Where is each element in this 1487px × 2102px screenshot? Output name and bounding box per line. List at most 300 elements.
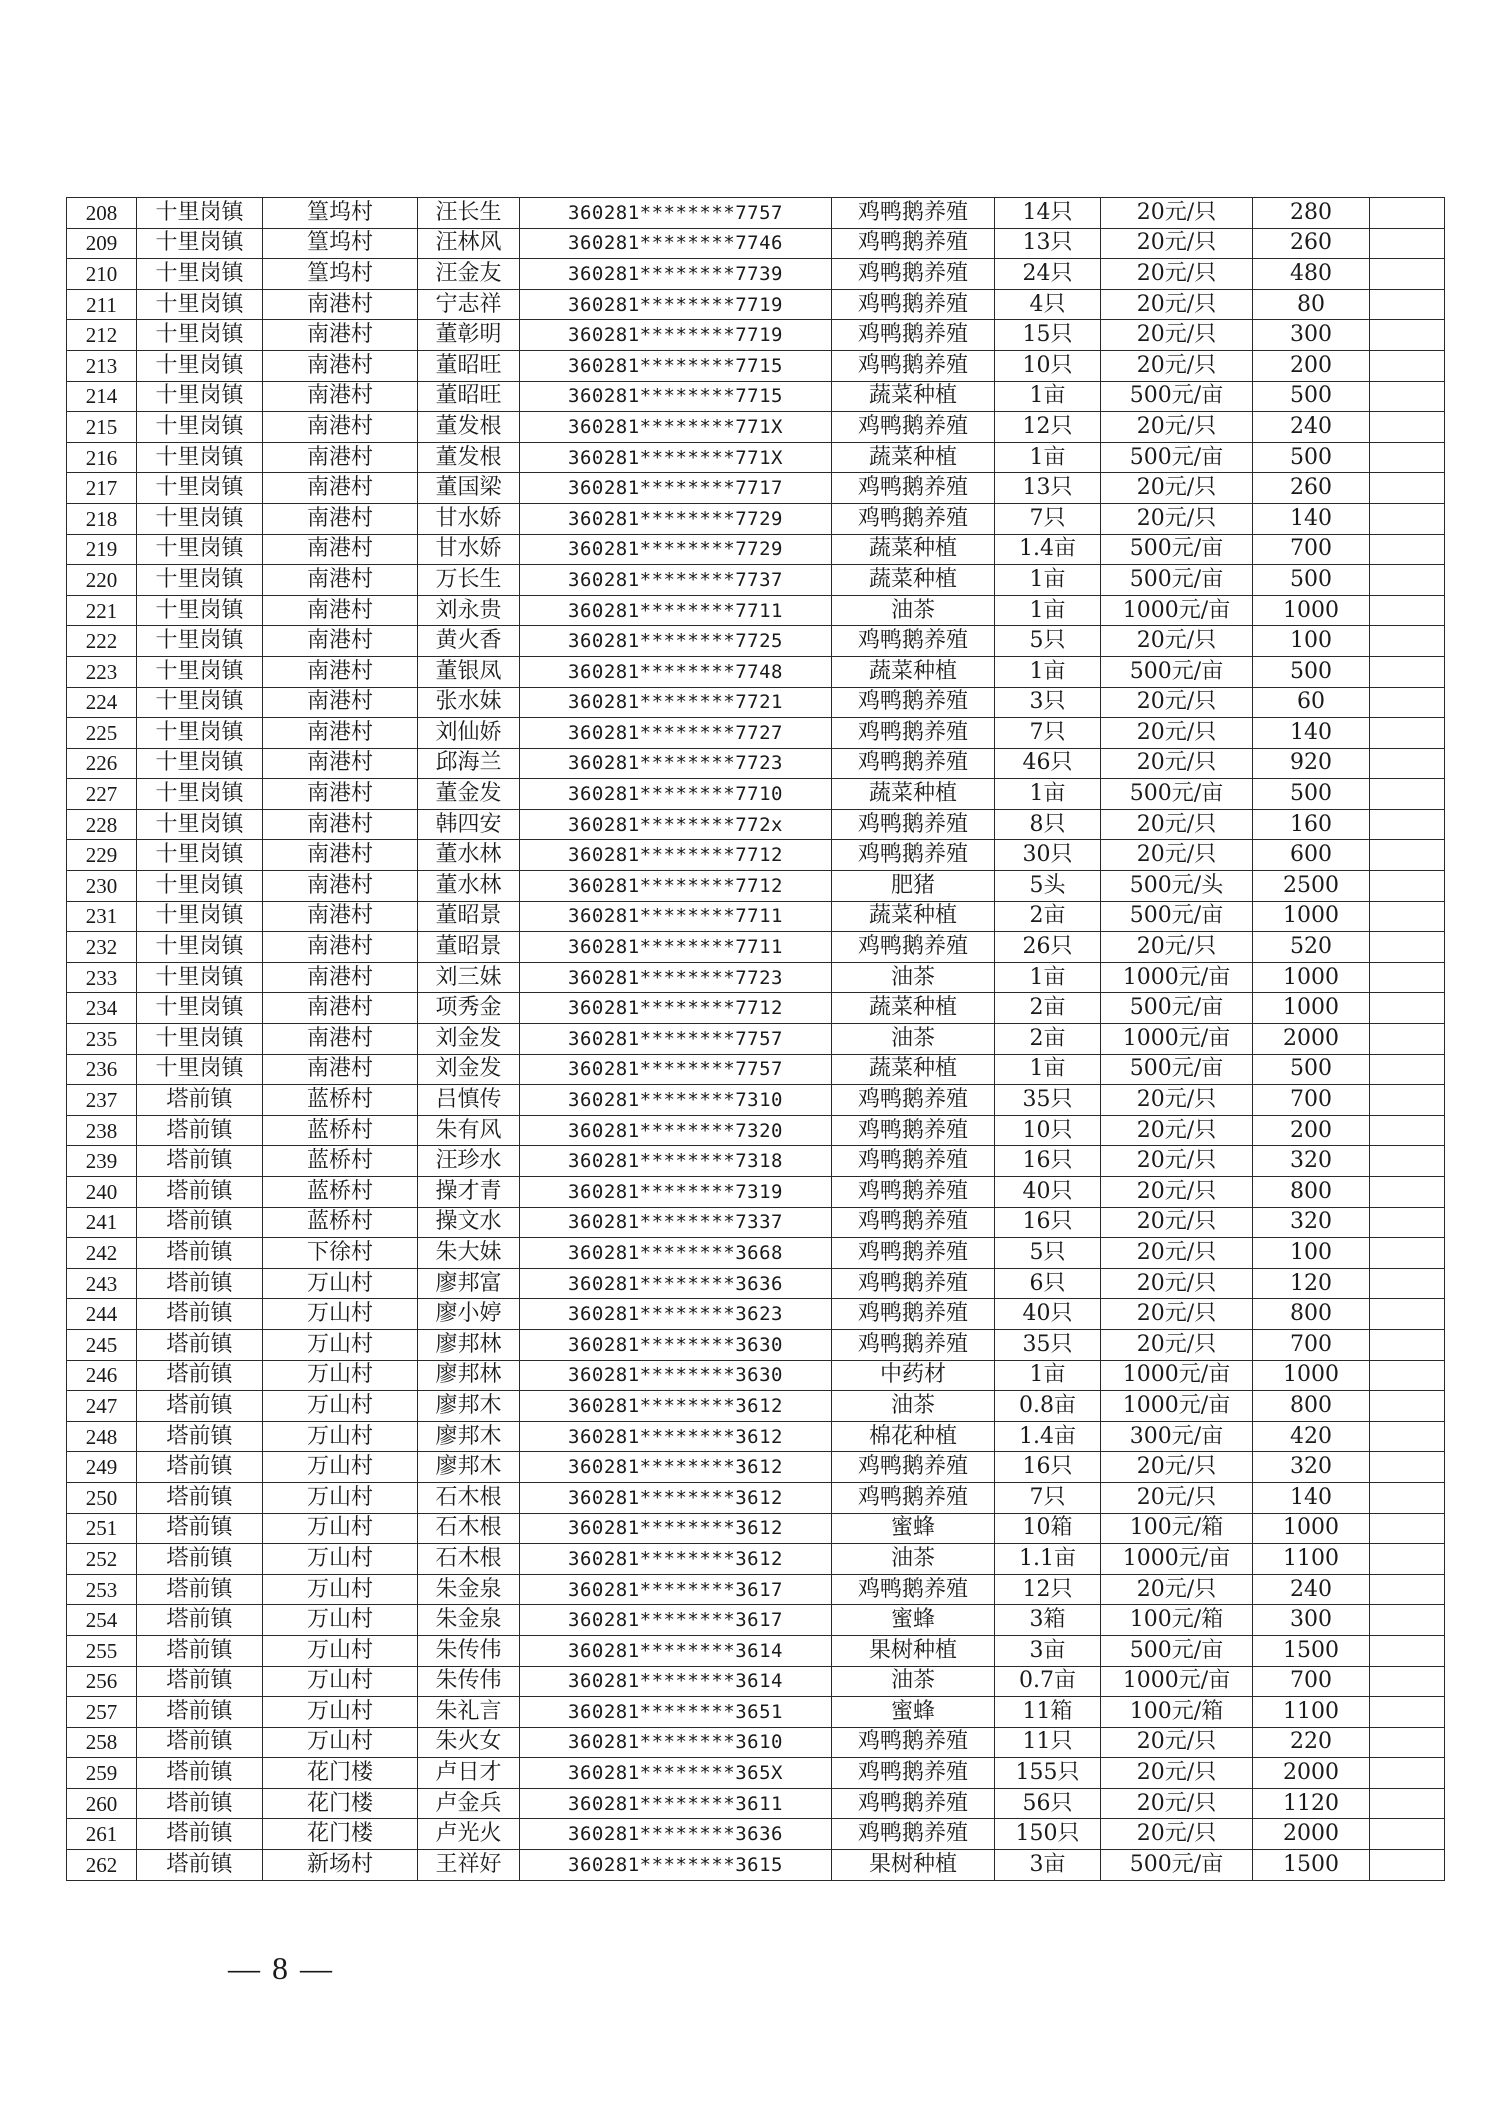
row-number-cell: 253 [67,1574,137,1605]
amount-cell: 320 [1253,1207,1370,1238]
unit-price-cell: 300元/亩 [1101,1421,1253,1452]
row-number-cell: 222 [67,626,137,657]
id-number-cell: 360281********3612 [520,1544,832,1575]
row-number-cell: 242 [67,1238,137,1269]
project-cell: 蔬菜种植 [832,381,995,412]
quantity-cell: 46只 [995,748,1101,779]
name-cell: 操才青 [418,1177,520,1208]
amount-cell: 700 [1253,1329,1370,1360]
row-number-cell: 219 [67,534,137,565]
row-number-cell: 258 [67,1727,137,1758]
quantity-cell: 56只 [995,1788,1101,1819]
id-number-cell: 360281********7711 [520,932,832,963]
id-number-cell: 360281********7715 [520,381,832,412]
project-cell: 油茶 [832,1544,995,1575]
name-cell: 董金发 [418,779,520,810]
table-row [67,1574,1445,1605]
amount-cell: 1000 [1253,962,1370,993]
village-cell: 万山村 [263,1482,418,1513]
project-cell: 蔬菜种植 [832,1054,995,1085]
empty-cell [1370,1452,1445,1483]
village-cell: 万山村 [263,1421,418,1452]
table-row [67,1819,1445,1850]
id-number-cell: 360281********7712 [520,993,832,1024]
unit-price-cell: 500元/亩 [1101,1635,1253,1666]
id-number-cell: 360281********7737 [520,565,832,596]
unit-price-cell: 100元/箱 [1101,1513,1253,1544]
row-number-cell: 240 [67,1177,137,1208]
row-number-cell: 230 [67,871,137,902]
quantity-cell: 2亩 [995,1024,1101,1055]
empty-cell [1370,1268,1445,1299]
amount-cell: 1100 [1253,1544,1370,1575]
empty-cell [1370,198,1445,229]
unit-price-cell: 1000元/亩 [1101,1360,1253,1391]
table-row [67,259,1445,290]
quantity-cell: 1亩 [995,381,1101,412]
empty-cell [1370,1391,1445,1422]
village-cell: 南港村 [263,748,418,779]
table-row [67,1788,1445,1819]
id-number-cell: 360281********3636 [520,1268,832,1299]
quantity-cell: 3箱 [995,1605,1101,1636]
amount-cell: 2000 [1253,1758,1370,1789]
empty-cell [1370,228,1445,259]
empty-cell [1370,1207,1445,1238]
quantity-cell: 1亩 [995,779,1101,810]
project-cell: 鸡鸭鹅养殖 [832,1268,995,1299]
table-row [67,412,1445,443]
empty-cell [1370,748,1445,779]
name-cell: 董银凤 [418,656,520,687]
project-cell: 棉花种植 [832,1421,995,1452]
unit-price-cell: 20元/只 [1101,320,1253,351]
empty-cell [1370,1544,1445,1575]
project-cell: 鸡鸭鹅养殖 [832,809,995,840]
table-row [67,1666,1445,1697]
amount-cell: 1000 [1253,993,1370,1024]
project-cell: 鸡鸭鹅养殖 [832,687,995,718]
village-cell: 南港村 [263,412,418,443]
project-cell: 蜜蜂 [832,1697,995,1728]
name-cell: 卢光火 [418,1819,520,1850]
table-row [67,503,1445,534]
id-number-cell: 360281********7725 [520,626,832,657]
village-cell: 南港村 [263,442,418,473]
name-cell: 刘仙娇 [418,718,520,749]
village-cell: 万山村 [263,1299,418,1330]
project-cell: 鸡鸭鹅养殖 [832,473,995,504]
town-cell: 塔前镇 [137,1360,263,1391]
empty-cell [1370,1788,1445,1819]
town-cell: 塔前镇 [137,1544,263,1575]
id-number-cell: 360281********3612 [520,1421,832,1452]
village-cell: 南港村 [263,473,418,504]
table-row [67,1177,1445,1208]
empty-cell [1370,259,1445,290]
quantity-cell: 1亩 [995,962,1101,993]
quantity-cell: 16只 [995,1207,1101,1238]
project-cell: 鸡鸭鹅养殖 [832,350,995,381]
unit-price-cell: 500元/亩 [1101,381,1253,412]
name-cell: 董水林 [418,840,520,871]
town-cell: 十里岗镇 [137,534,263,565]
row-number-cell: 261 [67,1819,137,1850]
village-cell: 蓝桥村 [263,1085,418,1116]
village-cell: 万山村 [263,1697,418,1728]
quantity-cell: 16只 [995,1452,1101,1483]
unit-price-cell: 20元/只 [1101,1299,1253,1330]
town-cell: 十里岗镇 [137,320,263,351]
empty-cell [1370,381,1445,412]
id-number-cell: 360281********7712 [520,871,832,902]
project-cell: 油茶 [832,962,995,993]
unit-price-cell: 20元/只 [1101,473,1253,504]
amount-cell: 320 [1253,1146,1370,1177]
row-number-cell: 244 [67,1299,137,1330]
village-cell: 篁坞村 [263,228,418,259]
village-cell: 万山村 [263,1605,418,1636]
table-row [67,1635,1445,1666]
row-number-cell: 236 [67,1054,137,1085]
id-number-cell: 360281********3615 [520,1850,832,1881]
village-cell: 南港村 [263,381,418,412]
unit-price-cell: 20元/只 [1101,289,1253,320]
amount-cell: 1500 [1253,1850,1370,1881]
project-cell: 肥猪 [832,871,995,902]
amount-cell: 280 [1253,198,1370,229]
village-cell: 南港村 [263,289,418,320]
project-cell: 鸡鸭鹅养殖 [832,1727,995,1758]
empty-cell [1370,1177,1445,1208]
quantity-cell: 14只 [995,198,1101,229]
table-row [67,1299,1445,1330]
town-cell: 十里岗镇 [137,1024,263,1055]
village-cell: 南港村 [263,595,418,626]
id-number-cell: 360281********3617 [520,1605,832,1636]
id-number-cell: 360281********7729 [520,534,832,565]
town-cell: 十里岗镇 [137,748,263,779]
quantity-cell: 1亩 [995,595,1101,626]
village-cell: 南港村 [263,503,418,534]
project-cell: 鸡鸭鹅养殖 [832,412,995,443]
town-cell: 十里岗镇 [137,840,263,871]
empty-cell [1370,350,1445,381]
unit-price-cell: 20元/只 [1101,840,1253,871]
id-number-cell: 360281********3630 [520,1329,832,1360]
town-cell: 十里岗镇 [137,626,263,657]
project-cell: 鸡鸭鹅养殖 [832,1329,995,1360]
amount-cell: 500 [1253,442,1370,473]
table-row [67,1544,1445,1575]
id-number-cell: 360281********7719 [520,289,832,320]
village-cell: 蓝桥村 [263,1115,418,1146]
name-cell: 汪林风 [418,228,520,259]
empty-cell [1370,320,1445,351]
town-cell: 十里岗镇 [137,228,263,259]
village-cell: 南港村 [263,1024,418,1055]
row-number-cell: 223 [67,656,137,687]
empty-cell [1370,1360,1445,1391]
quantity-cell: 10只 [995,1115,1101,1146]
id-number-cell: 360281********3612 [520,1513,832,1544]
quantity-cell: 26只 [995,932,1101,963]
project-cell: 鸡鸭鹅养殖 [832,289,995,320]
project-cell: 鸡鸭鹅养殖 [832,626,995,657]
amount-cell: 100 [1253,1238,1370,1269]
unit-price-cell: 1000元/亩 [1101,1024,1253,1055]
project-cell: 蜜蜂 [832,1513,995,1544]
unit-price-cell: 20元/只 [1101,809,1253,840]
row-number-cell: 210 [67,259,137,290]
row-number-cell: 239 [67,1146,137,1177]
id-number-cell: 360281********7739 [520,259,832,290]
row-number-cell: 225 [67,718,137,749]
id-number-cell: 360281********7727 [520,718,832,749]
id-number-cell: 360281********7337 [520,1207,832,1238]
village-cell: 万山村 [263,1452,418,1483]
name-cell: 董水林 [418,871,520,902]
quantity-cell: 155只 [995,1758,1101,1789]
amount-cell: 80 [1253,289,1370,320]
amount-cell: 240 [1253,412,1370,443]
project-cell: 蔬菜种植 [832,565,995,596]
name-cell: 汪珍水 [418,1146,520,1177]
empty-cell [1370,901,1445,932]
subsidy-table [66,197,1445,1881]
project-cell: 鸡鸭鹅养殖 [832,1299,995,1330]
id-number-cell: 360281********3636 [520,1819,832,1850]
id-number-cell: 360281********3611 [520,1788,832,1819]
table-body [67,198,1445,1881]
town-cell: 塔前镇 [137,1207,263,1238]
project-cell: 鸡鸭鹅养殖 [832,320,995,351]
village-cell: 南港村 [263,320,418,351]
id-number-cell: 360281********3614 [520,1635,832,1666]
village-cell: 南港村 [263,534,418,565]
quantity-cell: 3亩 [995,1850,1101,1881]
unit-price-cell: 20元/只 [1101,748,1253,779]
quantity-cell: 150只 [995,1819,1101,1850]
row-number-cell: 251 [67,1513,137,1544]
project-cell: 油茶 [832,1024,995,1055]
name-cell: 宁志祥 [418,289,520,320]
name-cell: 朱传伟 [418,1666,520,1697]
unit-price-cell: 1000元/亩 [1101,962,1253,993]
village-cell: 南港村 [263,565,418,596]
name-cell: 吕慎传 [418,1085,520,1116]
row-number-cell: 249 [67,1452,137,1483]
quantity-cell: 11只 [995,1727,1101,1758]
village-cell: 南港村 [263,1054,418,1085]
table-row [67,962,1445,993]
table-row [67,779,1445,810]
empty-cell [1370,473,1445,504]
project-cell: 果树种植 [832,1850,995,1881]
amount-cell: 500 [1253,656,1370,687]
town-cell: 十里岗镇 [137,259,263,290]
unit-price-cell: 20元/只 [1101,259,1253,290]
village-cell: 南港村 [263,718,418,749]
village-cell: 花门楼 [263,1788,418,1819]
quantity-cell: 13只 [995,228,1101,259]
project-cell: 鸡鸭鹅养殖 [832,503,995,534]
quantity-cell: 8只 [995,809,1101,840]
name-cell: 操文水 [418,1207,520,1238]
village-cell: 南港村 [263,350,418,381]
amount-cell: 1100 [1253,1697,1370,1728]
amount-cell: 600 [1253,840,1370,871]
quantity-cell: 10箱 [995,1513,1101,1544]
quantity-cell: 0.7亩 [995,1666,1101,1697]
table-row [67,1115,1445,1146]
row-number-cell: 229 [67,840,137,871]
empty-cell [1370,1819,1445,1850]
name-cell: 董昭旺 [418,381,520,412]
empty-cell [1370,595,1445,626]
town-cell: 塔前镇 [137,1513,263,1544]
empty-cell [1370,1329,1445,1360]
village-cell: 蓝桥村 [263,1177,418,1208]
village-cell: 万山村 [263,1544,418,1575]
amount-cell: 1500 [1253,1635,1370,1666]
town-cell: 塔前镇 [137,1146,263,1177]
id-number-cell: 360281********7717 [520,473,832,504]
row-number-cell: 256 [67,1666,137,1697]
row-number-cell: 213 [67,350,137,381]
quantity-cell: 35只 [995,1329,1101,1360]
amount-cell: 220 [1253,1727,1370,1758]
quantity-cell: 5只 [995,1238,1101,1269]
amount-cell: 800 [1253,1177,1370,1208]
table-row [67,1513,1445,1544]
amount-cell: 140 [1253,1482,1370,1513]
project-cell: 鸡鸭鹅养殖 [832,1788,995,1819]
town-cell: 十里岗镇 [137,656,263,687]
name-cell: 董昭景 [418,901,520,932]
name-cell: 石木根 [418,1544,520,1575]
amount-cell: 500 [1253,1054,1370,1085]
village-cell: 南港村 [263,656,418,687]
row-number-cell: 221 [67,595,137,626]
village-cell: 蓝桥村 [263,1146,418,1177]
name-cell: 董国梁 [418,473,520,504]
unit-price-cell: 500元/亩 [1101,1850,1253,1881]
table-row [67,198,1445,229]
quantity-cell: 30只 [995,840,1101,871]
id-number-cell: 360281********7711 [520,901,832,932]
unit-price-cell: 500元/头 [1101,871,1253,902]
project-cell: 鸡鸭鹅养殖 [832,1238,995,1269]
village-cell: 万山村 [263,1329,418,1360]
id-number-cell: 360281********7712 [520,840,832,871]
table-row [67,687,1445,718]
town-cell: 十里岗镇 [137,289,263,320]
project-cell: 鸡鸭鹅养殖 [832,1085,995,1116]
id-number-cell: 360281********3651 [520,1697,832,1728]
unit-price-cell: 20元/只 [1101,1238,1253,1269]
empty-cell [1370,1299,1445,1330]
empty-cell [1370,534,1445,565]
amount-cell: 800 [1253,1299,1370,1330]
unit-price-cell: 20元/只 [1101,1482,1253,1513]
table-row [67,993,1445,1024]
quantity-cell: 4只 [995,289,1101,320]
village-cell: 南港村 [263,840,418,871]
amount-cell: 420 [1253,1421,1370,1452]
table-row [67,1238,1445,1269]
amount-cell: 2000 [1253,1819,1370,1850]
table-row [67,1054,1445,1085]
village-cell: 万山村 [263,1268,418,1299]
row-number-cell: 215 [67,412,137,443]
town-cell: 塔前镇 [137,1391,263,1422]
unit-price-cell: 20元/只 [1101,687,1253,718]
row-number-cell: 241 [67,1207,137,1238]
village-cell: 篁坞村 [263,259,418,290]
id-number-cell: 360281********771X [520,442,832,473]
project-cell: 油茶 [832,1391,995,1422]
project-cell: 鸡鸭鹅养殖 [832,748,995,779]
empty-cell [1370,932,1445,963]
town-cell: 塔前镇 [137,1115,263,1146]
unit-price-cell: 20元/只 [1101,1329,1253,1360]
row-number-cell: 247 [67,1391,137,1422]
unit-price-cell: 20元/只 [1101,1727,1253,1758]
id-number-cell: 360281********7721 [520,687,832,718]
unit-price-cell: 20元/只 [1101,412,1253,443]
amount-cell: 2000 [1253,1024,1370,1055]
table-row [67,1758,1445,1789]
name-cell: 张水妹 [418,687,520,718]
table-row [67,1207,1445,1238]
unit-price-cell: 20元/只 [1101,198,1253,229]
name-cell: 汪金友 [418,259,520,290]
unit-price-cell: 100元/箱 [1101,1697,1253,1728]
table-row [67,289,1445,320]
id-number-cell: 360281********3612 [520,1452,832,1483]
town-cell: 塔前镇 [137,1727,263,1758]
amount-cell: 520 [1253,932,1370,963]
table-row [67,871,1445,902]
unit-price-cell: 1000元/亩 [1101,1391,1253,1422]
empty-cell [1370,809,1445,840]
id-number-cell: 360281********3614 [520,1666,832,1697]
id-number-cell: 360281********3630 [520,1360,832,1391]
name-cell: 邱海兰 [418,748,520,779]
project-cell: 油茶 [832,595,995,626]
town-cell: 塔前镇 [137,1299,263,1330]
quantity-cell: 11箱 [995,1697,1101,1728]
village-cell: 南港村 [263,687,418,718]
project-cell: 蔬菜种植 [832,993,995,1024]
row-number-cell: 245 [67,1329,137,1360]
amount-cell: 500 [1253,565,1370,596]
village-cell: 下徐村 [263,1238,418,1269]
empty-cell [1370,1024,1445,1055]
id-number-cell: 360281********7320 [520,1115,832,1146]
town-cell: 十里岗镇 [137,993,263,1024]
empty-cell [1370,1635,1445,1666]
project-cell: 鸡鸭鹅养殖 [832,259,995,290]
quantity-cell: 1亩 [995,656,1101,687]
row-number-cell: 259 [67,1758,137,1789]
name-cell: 卢日才 [418,1758,520,1789]
unit-price-cell: 20元/只 [1101,1146,1253,1177]
id-number-cell: 360281********7723 [520,748,832,779]
id-number-cell: 360281********3668 [520,1238,832,1269]
row-number-cell: 211 [67,289,137,320]
